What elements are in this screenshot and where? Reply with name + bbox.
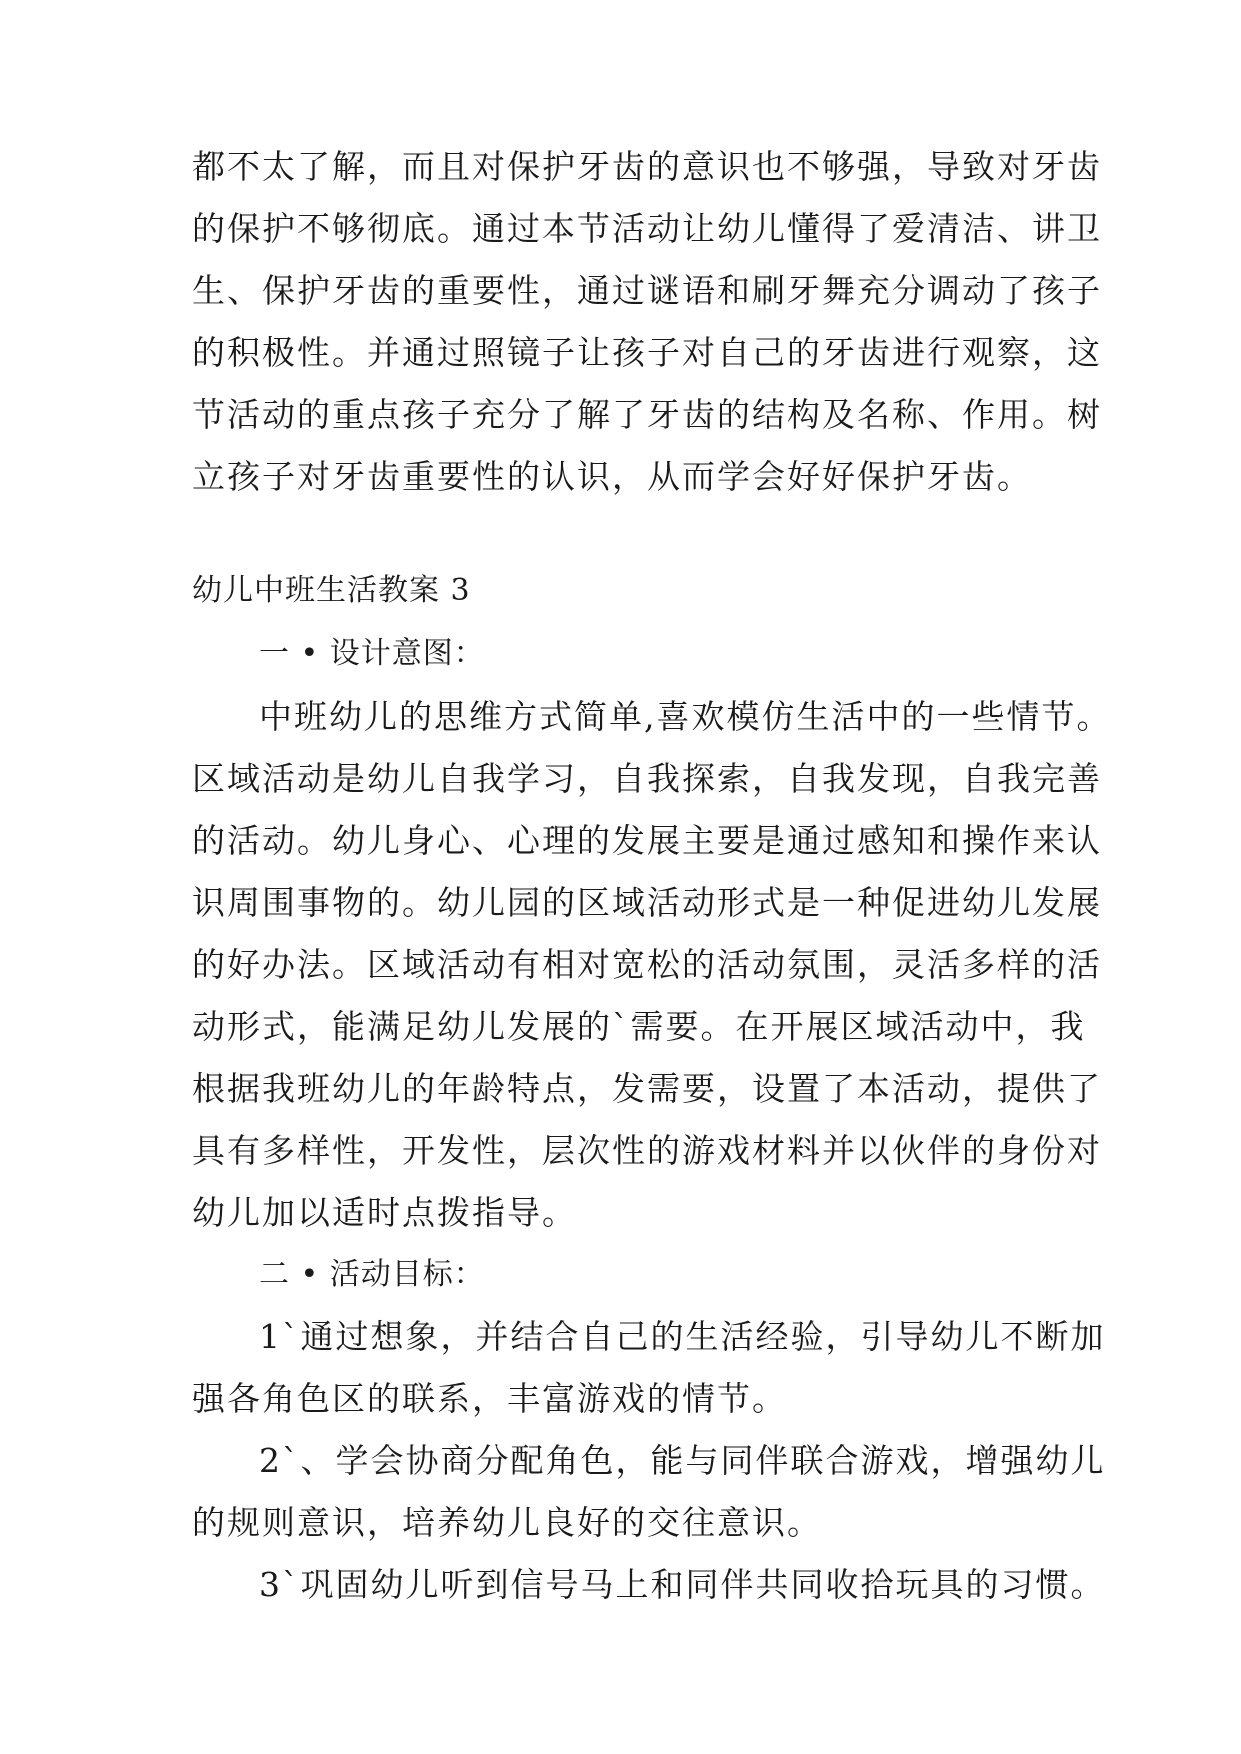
paragraph-line: 中班幼儿的思维方式简单,喜欢模仿生活中的一些情节。 bbox=[259, 697, 1112, 736]
paragraph-line: 具有多样性，开发性，层次性的游戏材料并以伙伴的身份对 bbox=[192, 1131, 1102, 1170]
paragraph-line: 的积极性。并通过照镜子让孩子对自己的牙齿进行观察，这 bbox=[192, 333, 1102, 372]
paragraph-line: 根据我班幼儿的年龄特点，发需要，设置了本活动，提供了 bbox=[192, 1069, 1102, 1108]
paragraph-line: 都不太了解，而且对保护牙齿的意识也不够强，导致对牙齿 bbox=[192, 147, 1102, 186]
goal-line: 3`巩固幼儿听到信号马上和同伴共同收拾玩具的习惯。 bbox=[259, 1565, 1106, 1604]
design-heading: 一 • 设计意图： bbox=[259, 636, 485, 671]
paragraph-line: 动形式，能满足幼儿发展的`需要。在开展区域活动中，我 bbox=[192, 1007, 1086, 1046]
paragraph-line: 立孩子对牙齿重要性的认识，从而学会好好保护牙齿。 bbox=[192, 457, 1032, 496]
goal-line: 1`通过想象，并结合自己的生活经验，引导幼儿不断加 bbox=[259, 1317, 1106, 1356]
paragraph-line: 节活动的重点孩子充分了解了牙齿的结构及名称、作用。树 bbox=[192, 395, 1102, 434]
paragraph-line: 的好办法。区域活动有相对宽松的活动氛围，灵活多样的活 bbox=[192, 945, 1102, 984]
paragraph-line: 幼儿加以适时点拨指导。 bbox=[192, 1193, 577, 1232]
goal-line: 2`、学会协商分配角色，能与同伴联合游戏，增强幼儿 bbox=[259, 1441, 1106, 1480]
paragraph-line: 生、保护牙齿的重要性，通过谜语和刷牙舞充分调动了孩子 bbox=[192, 271, 1102, 310]
paragraph-line: 区域活动是幼儿自我学习，自我探索，自我发现，自我完善 bbox=[192, 759, 1102, 798]
paragraph-line: 识周围事物的。幼儿园的区域活动形式是一种促进幼儿发展 bbox=[192, 883, 1102, 922]
paragraph-line: 的保护不够彻底。通过本节活动让幼儿懂得了爱清洁、讲卫 bbox=[192, 209, 1102, 248]
goal-line: 的规则意识，培养幼儿良好的交往意识。 bbox=[192, 1503, 822, 1542]
paragraph-line: 的活动。幼儿身心、心理的发展主要是通过感知和操作来认 bbox=[192, 821, 1102, 860]
goal-line: 强各角色区的联系，丰富游戏的情节。 bbox=[192, 1379, 787, 1418]
section-title: 幼儿中班生活教案 3 bbox=[192, 573, 471, 608]
goals-heading: 二 • 活动目标： bbox=[259, 1257, 485, 1292]
